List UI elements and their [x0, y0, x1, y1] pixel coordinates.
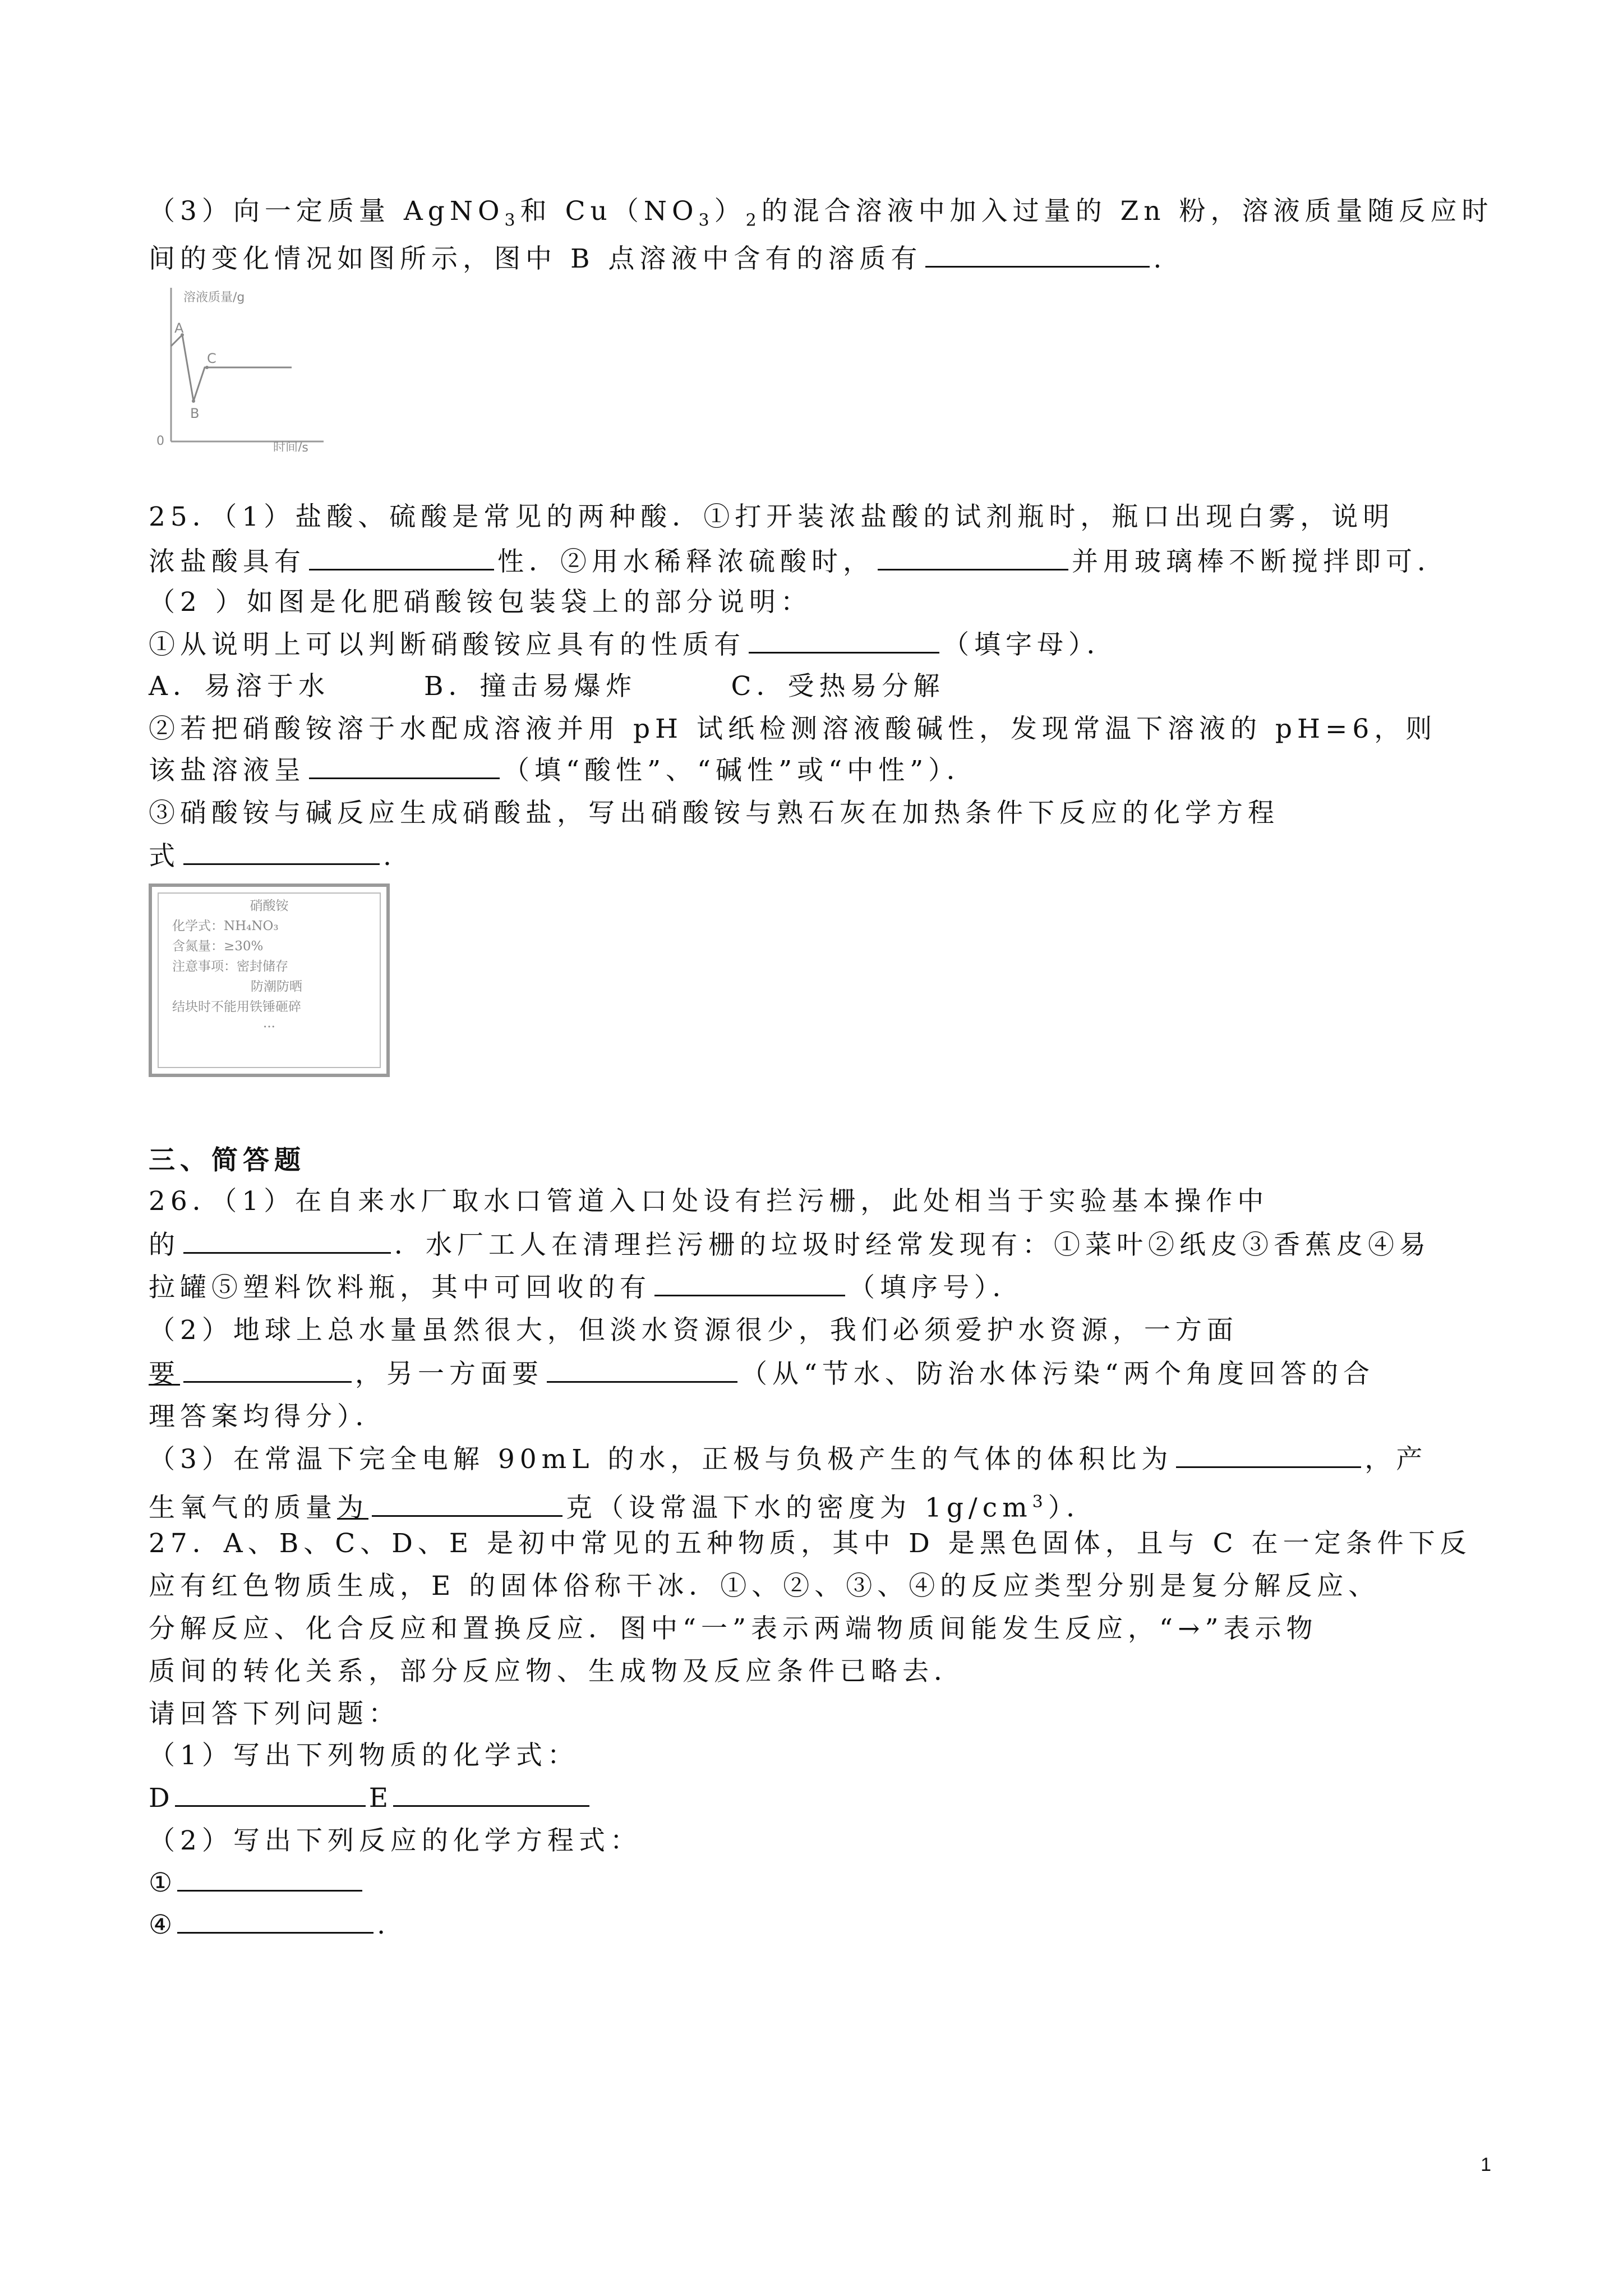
q25-line4 — [149, 627, 1118, 663]
answer-blank[interactable] — [183, 1227, 391, 1254]
text: ① — [149, 1867, 178, 1898]
label-e: E — [368, 1783, 393, 1814]
q26-line3 — [149, 1270, 1024, 1306]
graph-svg — [149, 283, 328, 452]
answer-blank[interactable] — [925, 241, 1150, 268]
text: （3）向一定质量 — [149, 196, 390, 227]
page-number: 1 — [1481, 2154, 1491, 2175]
subscript: 2 — [745, 210, 762, 231]
text: 间的变化情况如图所示，图中 B 点溶液中含有的溶质有 — [149, 243, 923, 274]
q24-3-line2 — [149, 241, 1166, 277]
text: 生氧气的质量 — [149, 1492, 337, 1524]
answer-blank[interactable] — [309, 544, 494, 570]
q27-line10 — [149, 1907, 390, 1943]
text: （填“酸性”、“碱性”或“中性”）． — [503, 755, 978, 786]
label-title: 硝酸铵 — [250, 899, 289, 913]
answer-blank-e[interactable] — [393, 1780, 589, 1807]
q27-line3: 分解反应、化合反应和置换反应．图中“一”表示两端物质间能发生反应，“→”表示物 — [149, 1613, 1318, 1644]
q26-line2 — [149, 1227, 1431, 1263]
label-nitrogen: 含氮量：≥30% — [172, 939, 264, 954]
q26-line4: （2）地球上总水量虽然很大，但淡水资源很少，我们必须爱护水资源，一方面 — [149, 1315, 1238, 1346]
q26-line6: 理答案均得分）． — [149, 1401, 387, 1432]
q25-line2 — [149, 544, 1449, 580]
q27-line4: 质间的转化关系，部分反应物、生成物及反应条件已略去． — [149, 1656, 965, 1687]
y-axis-label: 溶液质量/g — [183, 291, 245, 305]
q26-line1: 26．（1）在自来水厂取水口管道入口处设有拦污栅，此处相当于实验基本操作中 — [149, 1186, 1269, 1217]
origin-label: 0 — [156, 434, 164, 448]
answer-blank[interactable] — [878, 544, 1068, 570]
x-axis-label: 时间/s — [273, 441, 308, 452]
text: 并用玻璃棒不断搅拌即可． — [1072, 546, 1449, 577]
answer-blank[interactable] — [177, 1907, 374, 1934]
text: 要 — [149, 1359, 180, 1389]
text: 性．②用水稀释浓硫酸时， — [497, 546, 874, 577]
answer-blank[interactable] — [372, 1490, 562, 1517]
text: （填字母）． — [943, 629, 1118, 660]
text: . — [383, 841, 396, 872]
label-content — [158, 892, 381, 1068]
q26-line7 — [149, 1442, 1427, 1478]
label-c: C — [207, 351, 216, 366]
q25-line3: （2 ）如图是化肥硝酸铵包装袋上的部分说明： — [149, 587, 812, 618]
subscript: 3 — [698, 210, 714, 231]
q27-line9 — [149, 1865, 366, 1901]
section-heading: 三、简答题 — [149, 1145, 306, 1176]
label-notes2: 防潮防晒 — [251, 979, 302, 994]
q25-line6: ②若把硝酸铵溶于水配成溶液并用 pH 试纸检测溶液酸碱性，发现常温下溶液的 pH=6，则 — [149, 714, 1437, 744]
label-d: D — [149, 1783, 175, 1814]
label-dots: ··· — [263, 1020, 275, 1034]
answer-blank[interactable] — [1176, 1442, 1361, 1468]
answer-blank[interactable] — [654, 1270, 845, 1296]
mass-curve — [171, 335, 292, 401]
text: ，另一方面要 — [355, 1359, 543, 1389]
text: ④ — [149, 1910, 178, 1940]
q25-line9 — [149, 839, 396, 875]
answer-blank[interactable] — [309, 753, 500, 779]
solution-mass-graph — [149, 283, 328, 452]
text: . — [377, 1910, 391, 1940]
text: ①从说明上可以判断硝酸铵应具有的性质有 — [149, 629, 745, 660]
answer-blank[interactable] — [183, 839, 380, 865]
answer-blank[interactable] — [749, 627, 939, 654]
fertilizer-label — [149, 884, 390, 1077]
answer-blank[interactable] — [177, 1865, 362, 1892]
text: 式 — [149, 841, 180, 872]
answer-blank-d[interactable] — [175, 1780, 366, 1807]
q27-line5: 请回答下列问题： — [149, 1699, 400, 1729]
label-b: B — [190, 406, 200, 421]
text: 为 — [337, 1492, 368, 1524]
q25-options: A．易溶于水 B．撞击易爆炸 C．受热易分解 — [149, 671, 945, 702]
subscript: 3 — [504, 210, 520, 231]
q27-line2: 应有红色物质生成，E 的固体俗称干冰．①、②、③、④的反应类型分别是复分解反应、 — [149, 1571, 1380, 1602]
q25-line7 — [149, 753, 978, 789]
q27-line7 — [149, 1780, 593, 1816]
text: 和 — [520, 196, 552, 227]
text: （3）在常温下完全电解 90mL 的水，正极与负极产生的气体的体积比为 — [149, 1444, 1173, 1475]
text: . — [1153, 243, 1167, 274]
text: 克（设常温下水的密度为 1g/cm — [566, 1492, 1032, 1524]
text: （填序号）． — [849, 1272, 1024, 1303]
text: 的混合溶液中加入过量的 Zn 粉，溶液质量随反应时 — [761, 196, 1493, 227]
q27-line6: （1）写出下列物质的化学式： — [149, 1740, 579, 1771]
text: 的 — [149, 1230, 180, 1260]
q27-line8: （2）写出下列反应的化学方程式： — [149, 1825, 642, 1856]
formula-agno3: AgNO — [403, 196, 505, 227]
label-formula: 化学式：NH₄NO₃ — [172, 919, 279, 933]
text: （从“节水、防治水体污染“两个角度回答的合 — [741, 1359, 1375, 1389]
q26-line5 — [149, 1356, 1375, 1392]
superscript: 3 — [1032, 1492, 1048, 1512]
q25-line1: 25．（1）盐酸、硫酸是常见的两种酸．①打开装浓盐酸的试剂瓶时，瓶口出现白雾，说明 — [149, 501, 1395, 532]
q24-3-line1 — [149, 194, 1493, 238]
label-notes: 注意事项：密封储存 — [172, 959, 288, 974]
text: ） — [714, 196, 746, 227]
q26-line8 — [149, 1484, 1098, 1526]
formula-cuno3: Cu（NO — [565, 196, 699, 227]
text: ．水厂工人在清理拦污栅的垃圾时经常发现有：①菜叶②纸皮③香蕉皮④易 — [394, 1230, 1431, 1260]
label-a: A — [174, 320, 184, 336]
label-notes3: 结块时不能用铁锤砸碎 — [172, 1000, 301, 1014]
answer-blank[interactable] — [547, 1356, 737, 1383]
q25-line8: ③硝酸铵与碱反应生成硝酸盐，写出硝酸铵与熟石灰在加热条件下反应的化学方程 — [149, 798, 1279, 829]
q27-line1: 27．A、B、C、D、E 是初中常见的五种物质，其中 D 是黑色固体，且与 C 在一定条件下反 — [149, 1528, 1472, 1559]
text: ）． — [1048, 1492, 1098, 1524]
text: 拉罐⑤塑料饮料瓶，其中可回收的有 — [149, 1272, 651, 1303]
text: ，产 — [1364, 1444, 1428, 1475]
point-b-marker — [192, 399, 195, 403]
text: 浓盐酸具有 — [149, 546, 306, 577]
text: 该盐溶液呈 — [149, 755, 306, 786]
answer-blank[interactable] — [183, 1356, 352, 1383]
